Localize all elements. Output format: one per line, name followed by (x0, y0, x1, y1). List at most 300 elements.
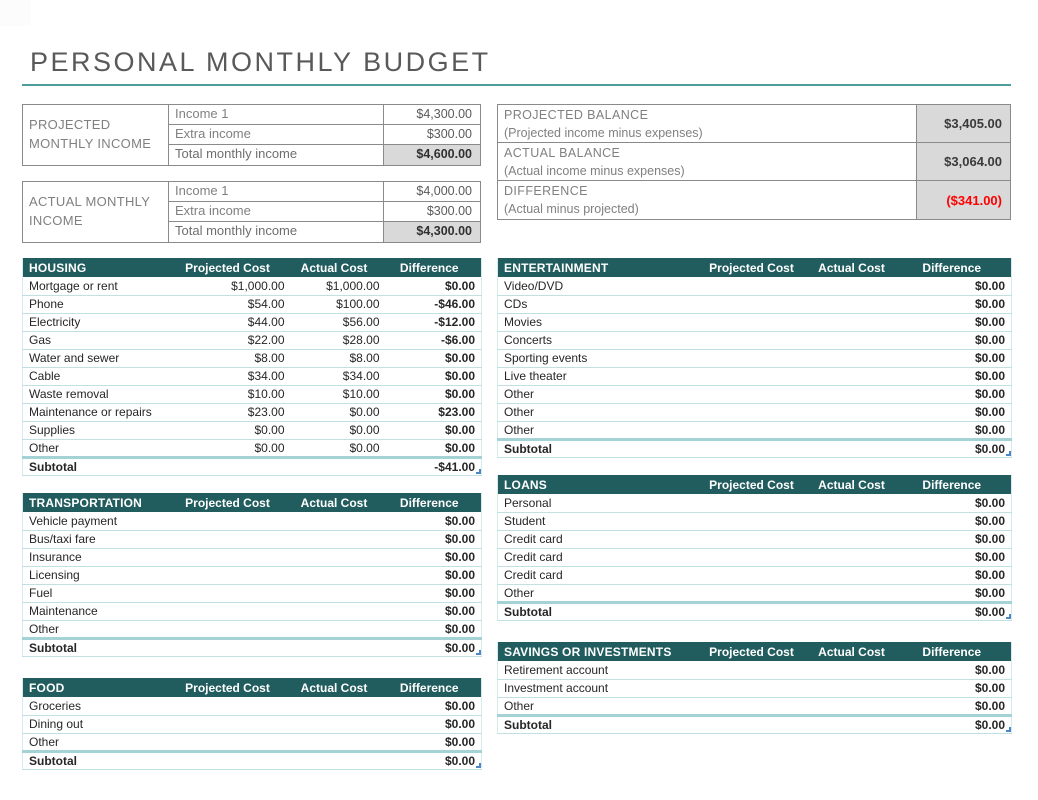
expense-table-title[interactable]: ENTERTAINMENT (498, 258, 701, 277)
expense-row (498, 548, 1012, 566)
expense-item-label[interactable]: Other (498, 697, 701, 715)
projected-cost-cell[interactable]: $34.00 (173, 367, 291, 385)
subtotal-actual-cell[interactable] (811, 715, 901, 733)
expense-item-label[interactable]: Movies (498, 313, 701, 331)
difference-cell[interactable]: $0.00 (386, 620, 482, 638)
actual-cost-cell[interactable]: $0.00 (291, 439, 386, 457)
difference-cell[interactable]: $0.00 (901, 385, 1012, 403)
actual-cost-cell[interactable] (811, 661, 901, 679)
actual-cost-cell[interactable] (291, 530, 386, 548)
expense-item-label[interactable]: Groceries (23, 697, 173, 715)
actual-cost-cell[interactable] (811, 277, 901, 295)
expense-item-label[interactable]: Credit card (498, 566, 701, 584)
expense-item-label[interactable]: Maintenance or repairs (23, 403, 173, 421)
income-item-value[interactable]: $4,300.00 (384, 222, 480, 242)
table-resize-handle[interactable] (1006, 451, 1011, 456)
expense-item-label[interactable]: Gas (23, 331, 173, 349)
subtotal-actual-cell[interactable] (811, 439, 901, 457)
projected-cost-cell[interactable] (701, 530, 811, 548)
difference-cell[interactable]: $0.00 (386, 349, 482, 367)
expense-row (498, 403, 1012, 421)
difference-cell[interactable]: $0.00 (386, 602, 482, 620)
actual-cost-cell[interactable] (811, 349, 901, 367)
subtotal-label[interactable]: Subtotal (23, 751, 173, 769)
subtotal-row (498, 715, 1012, 733)
table-resize-handle[interactable] (476, 650, 481, 655)
subtotal-actual-cell[interactable] (291, 457, 386, 475)
expense-item-label[interactable]: Other (498, 385, 701, 403)
subtotal-label[interactable]: Subtotal (498, 439, 701, 457)
expense-table-title[interactable]: SAVINGS OR INVESTMENTS (498, 642, 701, 661)
difference-cell[interactable]: $0.00 (901, 584, 1012, 602)
subtotal-label[interactable]: Subtotal (498, 602, 701, 620)
actual-cost-cell[interactable] (291, 733, 386, 751)
projected-cost-cell[interactable]: $23.00 (173, 403, 291, 421)
expense-row (23, 313, 482, 331)
expense-header-row (23, 258, 482, 277)
actual-cost-cell[interactable] (811, 548, 901, 566)
expense-item-label[interactable]: Other (498, 421, 701, 439)
difference-cell[interactable]: $0.00 (386, 715, 482, 733)
expense-item-label[interactable]: Video/DVD (498, 277, 701, 295)
expense-row (498, 421, 1012, 439)
actual-cost-cell[interactable] (811, 331, 901, 349)
projected-cost-cell[interactable] (173, 620, 291, 638)
difference-cell[interactable]: $0.00 (386, 530, 482, 548)
difference-cell[interactable]: $0.00 (386, 733, 482, 751)
actual-cost-cell[interactable] (291, 512, 386, 530)
expense-row (23, 385, 482, 403)
expense-row (498, 661, 1012, 679)
column-header[interactable]: Difference (386, 678, 482, 697)
actual-cost-cell[interactable] (811, 367, 901, 385)
column-header[interactable]: Actual Cost (811, 475, 901, 494)
expense-row (23, 620, 482, 638)
expense-item-label[interactable]: Concerts (498, 331, 701, 349)
title-underline (22, 84, 1011, 86)
housing-table (22, 258, 481, 476)
subtotal-label[interactable]: Subtotal (23, 457, 173, 475)
difference-cell[interactable]: $0.00 (901, 548, 1012, 566)
expense-item-label[interactable]: Retirement account (498, 661, 701, 679)
subtotal-difference-cell[interactable]: $0.00 (386, 638, 482, 656)
actual-cost-cell[interactable] (811, 679, 901, 697)
subtotal-projected-cell[interactable] (173, 638, 291, 656)
actual-cost-cell[interactable] (811, 295, 901, 313)
income-row (169, 145, 480, 165)
expense-item-label[interactable]: Bus/taxi fare (23, 530, 173, 548)
expense-header-row (23, 493, 482, 512)
difference-cell[interactable]: -$46.00 (386, 295, 482, 313)
expense-item-label[interactable]: Credit card (498, 548, 701, 566)
balance-subtitle: (Actual minus projected) (504, 201, 639, 216)
actual-cost-cell[interactable] (811, 530, 901, 548)
expense-header-row (498, 475, 1012, 494)
actual-cost-cell[interactable] (811, 566, 901, 584)
expense-item-label[interactable]: Mortgage or rent (23, 277, 173, 295)
subtotal-row (498, 439, 1012, 457)
income-table-title[interactable]: ACTUAL MONTHLY INCOME (23, 182, 169, 242)
subtotal-projected-cell[interactable] (173, 751, 291, 769)
projected-cost-cell[interactable] (173, 584, 291, 602)
actual-cost-cell[interactable] (291, 715, 386, 733)
expense-table-title[interactable]: HOUSING (23, 258, 173, 277)
projected-cost-cell[interactable] (701, 367, 811, 385)
column-header[interactable]: Actual Cost (811, 642, 901, 661)
actual-cost-cell[interactable]: $8.00 (291, 349, 386, 367)
column-header[interactable]: Projected Cost (173, 493, 291, 512)
expense-item-label[interactable]: Other (23, 733, 173, 751)
projected-cost-cell[interactable] (701, 548, 811, 566)
column-header[interactable]: Difference (386, 493, 482, 512)
difference-cell[interactable]: $0.00 (386, 584, 482, 602)
projected-cost-cell[interactable] (701, 566, 811, 584)
difference-cell[interactable]: $0.00 (901, 349, 1012, 367)
balance-title: PROJECTED BALANCE (504, 108, 649, 122)
actual-cost-cell[interactable] (291, 584, 386, 602)
table-resize-handle[interactable] (1006, 727, 1011, 732)
actual-cost-cell[interactable]: $28.00 (291, 331, 386, 349)
projected-cost-cell[interactable] (701, 512, 811, 530)
projected-cost-cell[interactable] (173, 697, 291, 715)
corner-box (0, 0, 31, 26)
subtotal-row (23, 751, 482, 769)
expense-item-label[interactable]: Insurance (23, 548, 173, 566)
difference-cell[interactable]: $0.00 (386, 385, 482, 403)
expense-row (498, 697, 1012, 715)
actual-cost-cell[interactable] (811, 403, 901, 421)
expense-item-label[interactable]: Personal (498, 494, 701, 512)
column-header[interactable]: Difference (901, 258, 1012, 277)
expense-row (23, 602, 482, 620)
column-header[interactable]: Actual Cost (811, 258, 901, 277)
expense-row (498, 313, 1012, 331)
expense-header-row (498, 642, 1012, 661)
income-table-title[interactable]: PROJECTED MONTHLY INCOME (23, 105, 169, 165)
subtotal-difference-cell[interactable]: $0.00 (386, 751, 482, 769)
expense-item-label[interactable]: Other (23, 620, 173, 638)
projected-cost-cell[interactable] (701, 385, 811, 403)
actual-cost-cell[interactable] (811, 512, 901, 530)
difference-cell[interactable]: $0.00 (901, 313, 1012, 331)
expense-row (23, 733, 482, 751)
expense-item-label[interactable]: Water and sewer (23, 349, 173, 367)
subtotal-difference-cell[interactable]: $0.00 (901, 602, 1012, 620)
expense-item-label[interactable]: Dining out (23, 715, 173, 733)
expense-row (23, 349, 482, 367)
expense-item-label[interactable]: Fuel (23, 584, 173, 602)
expense-row (498, 679, 1012, 697)
actual-cost-cell[interactable] (811, 697, 901, 715)
expense-table-title[interactable]: TRANSPORTATION (23, 493, 173, 512)
income-row (169, 222, 480, 242)
income-rows (169, 105, 480, 165)
actual-cost-cell[interactable] (291, 548, 386, 566)
projected-cost-cell[interactable] (173, 715, 291, 733)
actual-cost-cell[interactable] (811, 385, 901, 403)
projected-cost-cell[interactable]: $54.00 (173, 295, 291, 313)
column-header[interactable]: Projected Cost (701, 258, 811, 277)
expense-row (23, 403, 482, 421)
projected-cost-cell[interactable] (173, 548, 291, 566)
projected-cost-cell[interactable]: $44.00 (173, 313, 291, 331)
expense-row (498, 277, 1012, 295)
subtotal-row (498, 602, 1012, 620)
income-row (169, 202, 480, 222)
expense-row (23, 548, 482, 566)
expense-item-label[interactable]: Electricity (23, 313, 173, 331)
actual-cost-cell[interactable] (291, 620, 386, 638)
actual-cost-cell[interactable]: $34.00 (291, 367, 386, 385)
income-item-label[interactable]: Extra income (169, 202, 384, 221)
projected-cost-cell[interactable] (701, 295, 811, 313)
expense-item-label[interactable]: Licensing (23, 566, 173, 584)
difference-cell[interactable]: $0.00 (386, 367, 482, 385)
actual-cost-cell[interactable] (811, 421, 901, 439)
projected-cost-cell[interactable] (701, 421, 811, 439)
difference-cell[interactable]: $0.00 (386, 566, 482, 584)
difference-cell[interactable]: $0.00 (901, 530, 1012, 548)
expense-row (498, 349, 1012, 367)
expense-header-row (498, 258, 1012, 277)
income-item-label[interactable]: Total monthly income (169, 145, 384, 165)
loans-table (497, 475, 1011, 621)
expense-item-label[interactable]: Live theater (498, 367, 701, 385)
subtotal-row (23, 638, 482, 656)
income-item-label[interactable]: Extra income (169, 125, 384, 144)
subtotal-projected-cell[interactable] (701, 715, 811, 733)
expense-row (23, 530, 482, 548)
balance-subtitle: (Projected income minus expenses) (504, 125, 703, 140)
column-header[interactable]: Difference (901, 642, 1012, 661)
projected-cost-cell[interactable]: $8.00 (173, 349, 291, 367)
balance-title: DIFFERENCE (504, 184, 588, 198)
projected-cost-cell[interactable]: $1,000.00 (173, 277, 291, 295)
expense-item-label[interactable]: Phone (23, 295, 173, 313)
difference-cell[interactable]: $0.00 (386, 277, 482, 295)
subtotal-projected-cell[interactable] (173, 457, 291, 475)
projected-cost-cell[interactable] (701, 313, 811, 331)
expense-item-label[interactable]: Credit card (498, 530, 701, 548)
difference-cell[interactable]: $0.00 (386, 439, 482, 457)
income-item-label[interactable]: Income 1 (169, 182, 384, 201)
difference-cell[interactable]: $0.00 (901, 697, 1012, 715)
expense-row (498, 566, 1012, 584)
actual-cost-cell[interactable] (811, 494, 901, 512)
entertainment-table (497, 258, 1011, 458)
expense-row (498, 512, 1012, 530)
difference-cell[interactable]: -$12.00 (386, 313, 482, 331)
projected-cost-cell[interactable] (701, 277, 811, 295)
actual-cost-cell[interactable] (291, 566, 386, 584)
expense-table-title[interactable]: LOANS (498, 475, 701, 494)
expense-item-label[interactable]: Waste removal (23, 385, 173, 403)
expense-row (23, 715, 482, 733)
difference-cell[interactable]: $0.00 (901, 566, 1012, 584)
expense-item-label[interactable]: Other (498, 584, 701, 602)
subtotal-label[interactable]: Subtotal (23, 638, 173, 656)
income-item-value[interactable]: $4,300.00 (416, 107, 472, 121)
difference-cell[interactable]: $0.00 (901, 331, 1012, 349)
expense-row (23, 512, 482, 530)
difference-cell[interactable]: $0.00 (901, 421, 1012, 439)
expense-row (498, 584, 1012, 602)
expense-row (23, 421, 482, 439)
column-header[interactable]: Actual Cost (291, 493, 386, 512)
actual-cost-cell[interactable] (811, 584, 901, 602)
projected-cost-cell[interactable] (701, 349, 811, 367)
balance-value[interactable]: ($341.00) (917, 181, 1010, 219)
expense-row (23, 566, 482, 584)
projected-income-table (22, 104, 481, 166)
expense-row (23, 295, 482, 313)
table-resize-handle[interactable] (1006, 614, 1011, 619)
difference-cell[interactable]: $0.00 (901, 295, 1012, 313)
transportation-table (22, 493, 481, 657)
balance-title: ACTUAL BALANCE (504, 146, 621, 160)
expense-row (23, 439, 482, 457)
income-item-value[interactable]: $300.00 (426, 127, 472, 141)
subtotal-projected-cell[interactable] (701, 439, 811, 457)
projected-cost-cell[interactable] (701, 584, 811, 602)
subtotal-row (23, 457, 482, 475)
column-header[interactable]: Actual Cost (291, 678, 386, 697)
difference-cell[interactable]: $0.00 (901, 494, 1012, 512)
expense-row (23, 277, 482, 295)
actual-cost-cell[interactable]: $0.00 (291, 421, 386, 439)
difference-cell[interactable]: $0.00 (901, 403, 1012, 421)
expense-row (498, 494, 1012, 512)
actual-cost-cell[interactable] (811, 313, 901, 331)
column-header[interactable]: Projected Cost (173, 258, 291, 277)
expense-table-title[interactable]: FOOD (23, 678, 173, 697)
difference-cell[interactable]: $0.00 (901, 277, 1012, 295)
savings-table (497, 642, 1011, 734)
table-resize-handle[interactable] (476, 469, 481, 474)
actual-cost-cell[interactable]: $56.00 (291, 313, 386, 331)
balance-row (498, 181, 1010, 219)
projected-cost-cell[interactable] (701, 494, 811, 512)
difference-cell[interactable]: -$6.00 (386, 331, 482, 349)
difference-cell[interactable]: $0.00 (386, 421, 482, 439)
difference-cell[interactable]: $0.00 (901, 679, 1012, 697)
subtotal-actual-cell[interactable] (291, 751, 386, 769)
actual-cost-cell[interactable] (291, 602, 386, 620)
balance-subtitle: (Actual income minus expenses) (504, 163, 685, 178)
column-header[interactable]: Projected Cost (701, 475, 811, 494)
projected-cost-cell[interactable] (173, 602, 291, 620)
balance-value[interactable]: $3,064.00 (917, 143, 1010, 180)
income-item-label[interactable]: Total monthly income (169, 222, 384, 242)
subtotal-label[interactable]: Subtotal (498, 715, 701, 733)
projected-cost-cell[interactable]: $10.00 (173, 385, 291, 403)
projected-cost-cell[interactable] (173, 733, 291, 751)
expense-row (23, 367, 482, 385)
actual-cost-cell[interactable]: $0.00 (291, 403, 386, 421)
column-header[interactable]: Actual Cost (291, 258, 386, 277)
projected-cost-cell[interactable] (701, 679, 811, 697)
expense-row (23, 697, 482, 715)
subtotal-actual-cell[interactable] (811, 602, 901, 620)
actual-cost-cell[interactable]: $100.00 (291, 295, 386, 313)
difference-cell[interactable]: $0.00 (386, 548, 482, 566)
projected-cost-cell[interactable] (701, 403, 811, 421)
expense-header-row (23, 678, 482, 697)
expense-item-label[interactable]: Cable (23, 367, 173, 385)
actual-cost-cell[interactable] (291, 697, 386, 715)
projected-cost-cell[interactable] (173, 512, 291, 530)
projected-cost-cell[interactable]: $22.00 (173, 331, 291, 349)
column-header[interactable]: Difference (901, 475, 1012, 494)
difference-cell[interactable]: $0.00 (386, 512, 482, 530)
expense-item-label[interactable]: Other (498, 403, 701, 421)
difference-cell[interactable]: $23.00 (386, 403, 482, 421)
projected-cost-cell[interactable]: $0.00 (173, 439, 291, 457)
subtotal-difference-cell[interactable]: $0.00 (901, 439, 1012, 457)
expense-item-label[interactable]: Investment account (498, 679, 701, 697)
food-table (22, 678, 481, 770)
expense-item-label[interactable]: Supplies (23, 421, 173, 439)
actual-income-table (22, 181, 481, 243)
actual-cost-cell[interactable]: $10.00 (291, 385, 386, 403)
balance-label-cell[interactable] (498, 143, 917, 180)
expense-item-label[interactable]: CDs (498, 295, 701, 313)
income-item-value[interactable]: $4,600.00 (384, 145, 480, 165)
balance-label-cell[interactable] (498, 105, 917, 142)
projected-cost-cell[interactable] (701, 697, 811, 715)
subtotal-actual-cell[interactable] (291, 638, 386, 656)
difference-cell[interactable]: $0.00 (901, 661, 1012, 679)
expense-item-label[interactable]: Other (23, 439, 173, 457)
expense-row (498, 367, 1012, 385)
expense-row (23, 584, 482, 602)
subtotal-projected-cell[interactable] (701, 602, 811, 620)
projected-cost-cell[interactable] (173, 530, 291, 548)
difference-cell[interactable]: $0.00 (386, 697, 482, 715)
expense-item-label[interactable]: Sporting events (498, 349, 701, 367)
expense-row (498, 295, 1012, 313)
difference-cell[interactable]: $0.00 (901, 512, 1012, 530)
income-row (169, 125, 480, 145)
projected-cost-cell[interactable] (173, 566, 291, 584)
expense-item-label[interactable]: Maintenance (23, 602, 173, 620)
income-item-value[interactable]: $4,000.00 (416, 184, 472, 198)
income-item-label[interactable]: Income 1 (169, 105, 384, 124)
subtotal-difference-cell[interactable]: $0.00 (901, 715, 1012, 733)
subtotal-difference-cell[interactable]: -$41.00 (386, 457, 482, 475)
projected-cost-cell[interactable]: $0.00 (173, 421, 291, 439)
income-row (169, 182, 480, 202)
table-resize-handle[interactable] (476, 763, 481, 768)
expense-item-label[interactable]: Vehicle payment (23, 512, 173, 530)
income-row (169, 105, 480, 125)
difference-cell[interactable]: $0.00 (901, 367, 1012, 385)
projected-cost-cell[interactable] (701, 661, 811, 679)
expense-item-label[interactable]: Student (498, 512, 701, 530)
balance-row (498, 143, 1010, 181)
income-item-value[interactable]: $300.00 (426, 204, 472, 218)
page-title: PERSONAL MONTHLY BUDGET (30, 47, 491, 77)
projected-cost-cell[interactable] (701, 331, 811, 349)
balance-value[interactable]: $3,405.00 (917, 105, 1010, 142)
column-header[interactable]: Projected Cost (701, 642, 811, 661)
balance-label-cell[interactable] (498, 181, 917, 219)
column-header[interactable]: Projected Cost (173, 678, 291, 697)
column-header[interactable]: Difference (386, 258, 482, 277)
actual-cost-cell[interactable]: $1,000.00 (291, 277, 386, 295)
balance-table (497, 104, 1011, 220)
income-rows (169, 182, 480, 242)
